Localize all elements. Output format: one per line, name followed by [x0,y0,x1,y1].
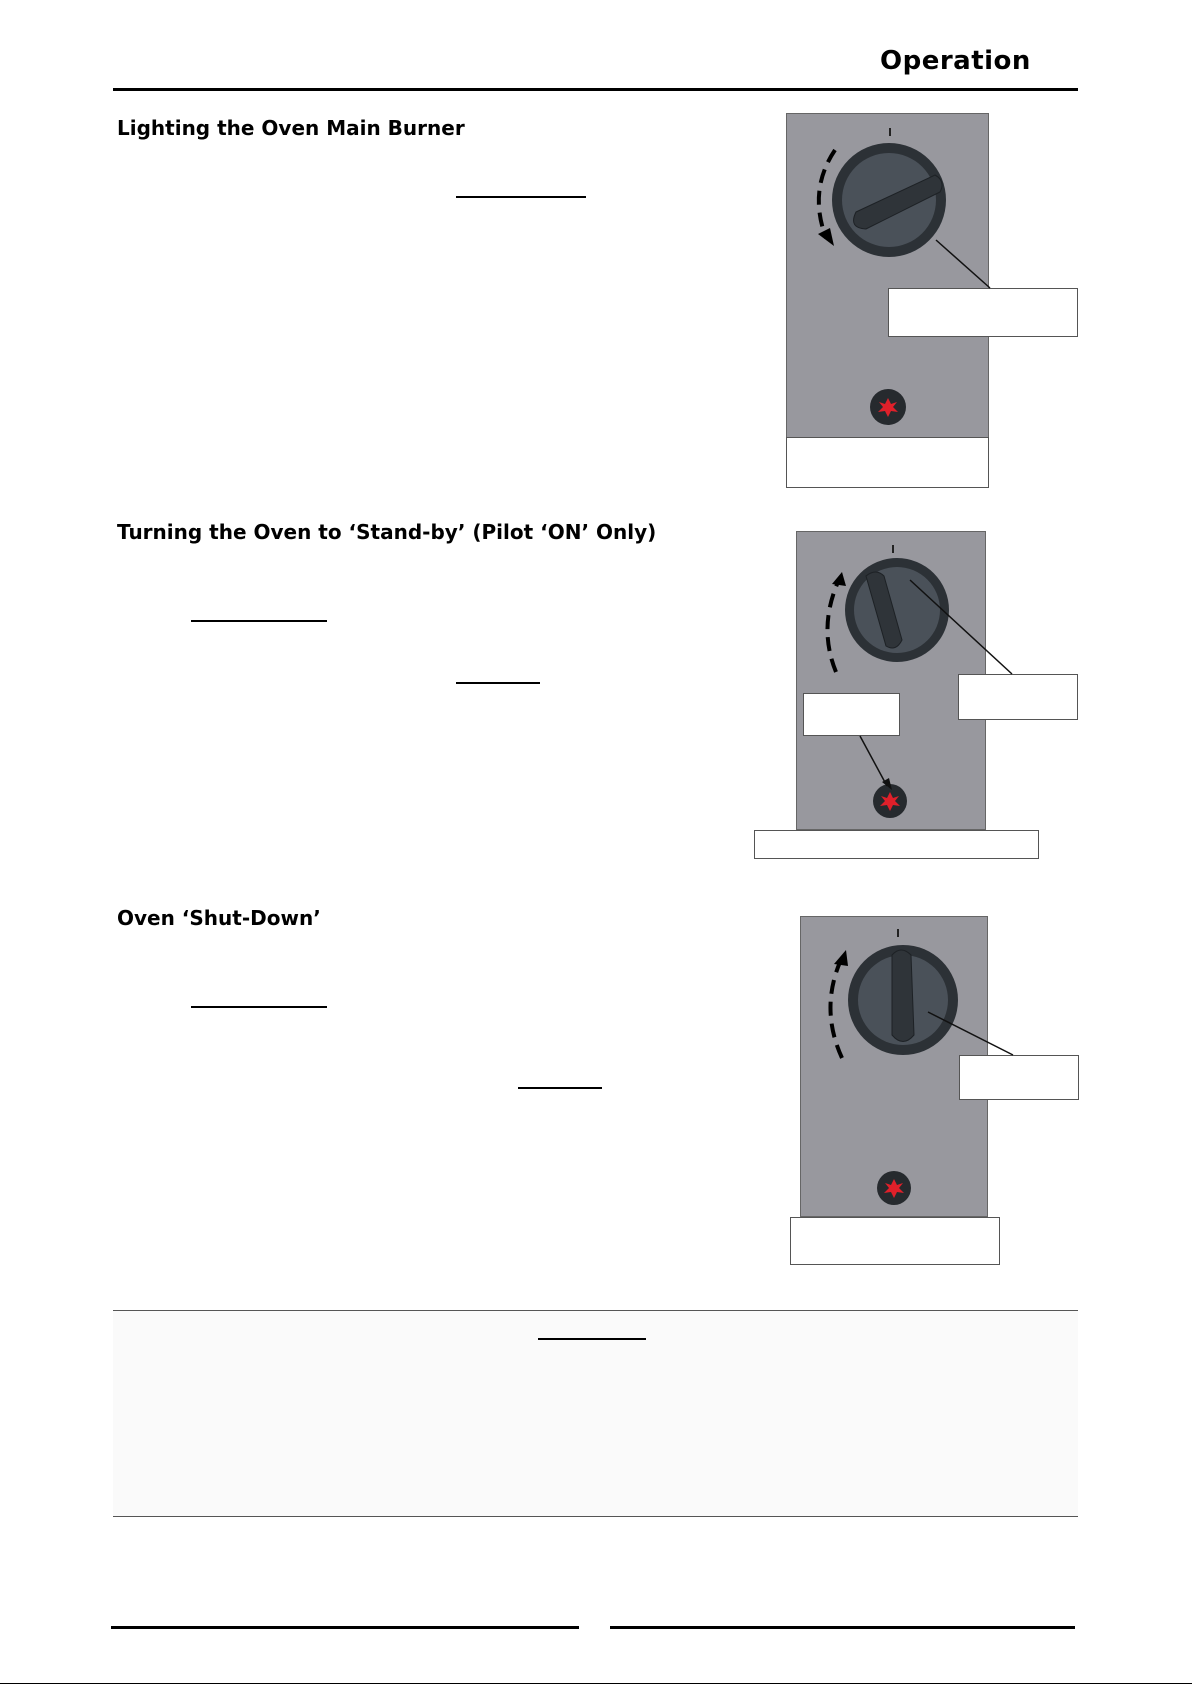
page-bottom-rule [0,1683,1192,1684]
callout-box-knob-2 [958,674,1078,720]
section-heading-standby: Turning the Oven to ‘Stand-by’ (Pilot ‘ON’ Only) [117,520,657,544]
callout-box-knob-1 [888,288,1078,337]
footer-rule-left [111,1626,579,1629]
footer-rule-right [610,1626,1075,1629]
caption-box-figure-3 [790,1217,1000,1265]
caption-box-figure-1 [786,437,989,488]
header-rule [113,88,1078,91]
note-box [113,1310,1078,1517]
underline-mark [191,620,327,622]
page-title: Operation [880,46,1031,76]
caption-box-figure-2 [754,830,1039,859]
underline-mark [538,1338,646,1340]
callout-box-knob-3 [959,1055,1079,1100]
underline-mark [518,1087,602,1089]
section-heading-lighting: Lighting the Oven Main Burner [117,116,465,140]
underline-mark [191,1006,327,1008]
control-panel-figure-1 [786,113,989,438]
underline-mark [456,682,540,684]
callout-box-ignition-2 [803,693,900,736]
underline-mark [456,196,586,198]
section-heading-shutdown: Oven ‘Shut-Down’ [117,906,321,930]
